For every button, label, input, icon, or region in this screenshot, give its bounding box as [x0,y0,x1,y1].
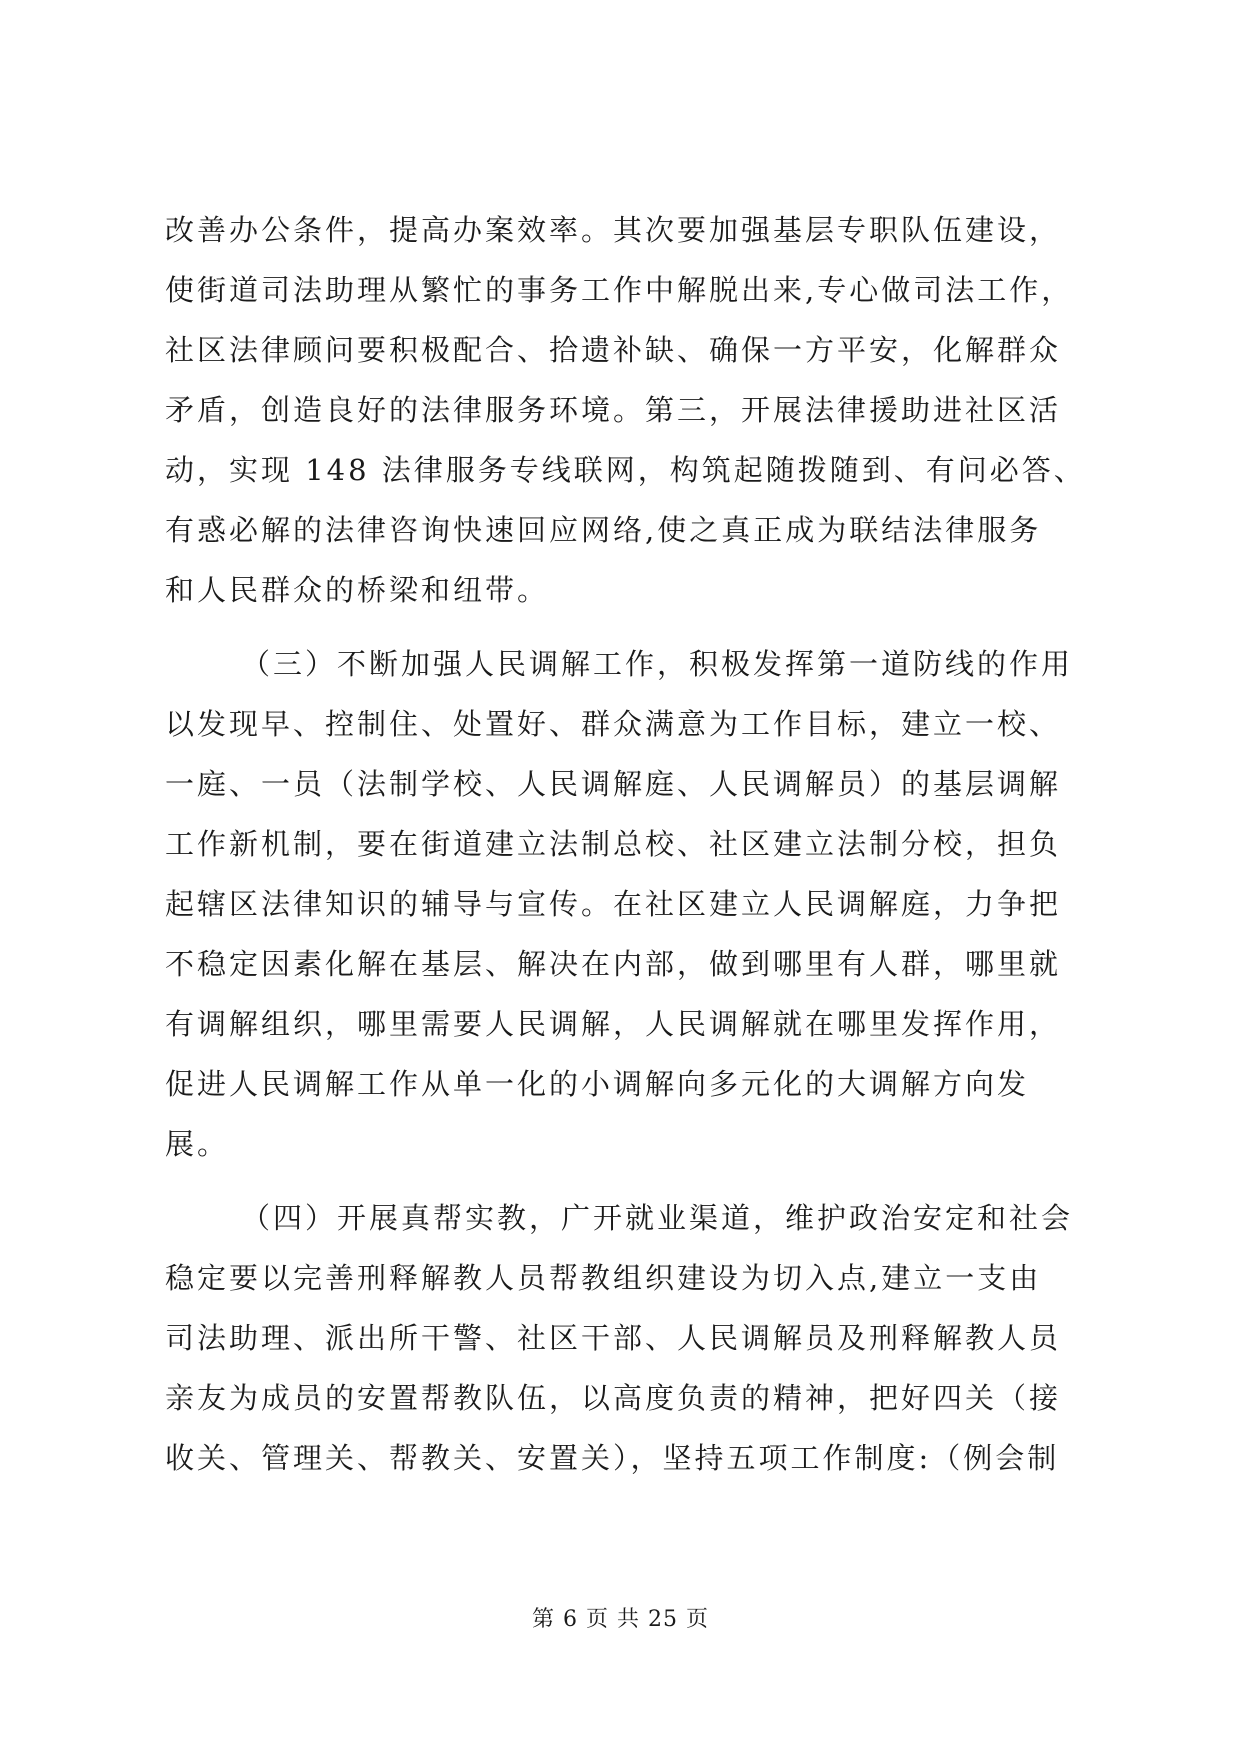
text-line: 动，实现 148 法律服务专线联网，构筑起随拨随到、有问必答、 [165,453,1086,487]
paragraph-gap [165,1174,1125,1188]
section-heading-line: （三）不断加强人民调解工作，积极发挥第一道防线的作用 [241,647,1074,681]
text-line: 展。 [165,1127,230,1161]
text-line: 有调解组织，哪里需要人民调解，人民调解就在哪里发挥作用， [165,1007,1062,1041]
text-line: 稳定要以完善刑释解教人员帮教组织建设为切入点,建立一支由 [165,1261,1042,1295]
paragraph [165,634,1125,1174]
text-line: 社区法律顾问要积极配合、拾遗补缺、确保一方平安，化解群众 [165,333,1062,367]
text-line: 一庭、一员（法制学校、人民调解庭、人民调解员）的基层调解 [165,767,1062,801]
section-heading-line: （四）开展真帮实教，广开就业渠道，维护政治安定和社会 [241,1201,1074,1235]
text-line: 矛盾，创造良好的法律服务环境。第三，开展法律援助进社区活 [165,393,1062,427]
text-line: 亲友为成员的安置帮教队伍，以高度负责的精神，把好四关（接 [165,1381,1062,1415]
text-line: 有惑必解的法律咨询快速回应网络,使之真正成为联结法律服务 [165,513,1042,547]
text-line: 工作新机制，要在街道建立法制总校、社区建立法制分校，担负 [165,827,1062,861]
text-line: 不稳定因素化解在基层、解决在内部，做到哪里有人群，哪里就 [165,947,1062,981]
text-line: 和人民群众的桥梁和纽带。 [165,573,550,607]
paragraph [165,1188,1125,1488]
text-line: 起辖区法律知识的辅导与宣传。在社区建立人民调解庭，力争把 [165,887,1062,921]
text-line: 司法助理、派出所干警、社区干部、人民调解员及刑释解教人员 [165,1321,1062,1355]
paragraph-gap [165,620,1125,634]
paragraph [165,200,1125,620]
page-number-footer: 第 6 页 共 25 页 [532,1607,709,1632]
text-line: 收关、管理关、帮教关、安置关），坚持五项工作制度:（例会制 [165,1441,1060,1475]
text-line: 以发现早、控制住、处置好、群众满意为工作目标，建立一校、 [165,707,1062,741]
text-line: 促进人民调解工作从单一化的小调解向多元化的大调解方向发 [165,1067,1030,1101]
document-body [165,200,1125,1488]
text-line: 使街道司法助理从繁忙的事务工作中解脱出来,专心做司法工作， [165,273,1074,307]
text-line: 改善办公条件，提高办案效率。其次要加强基层专职队伍建设， [165,213,1062,247]
